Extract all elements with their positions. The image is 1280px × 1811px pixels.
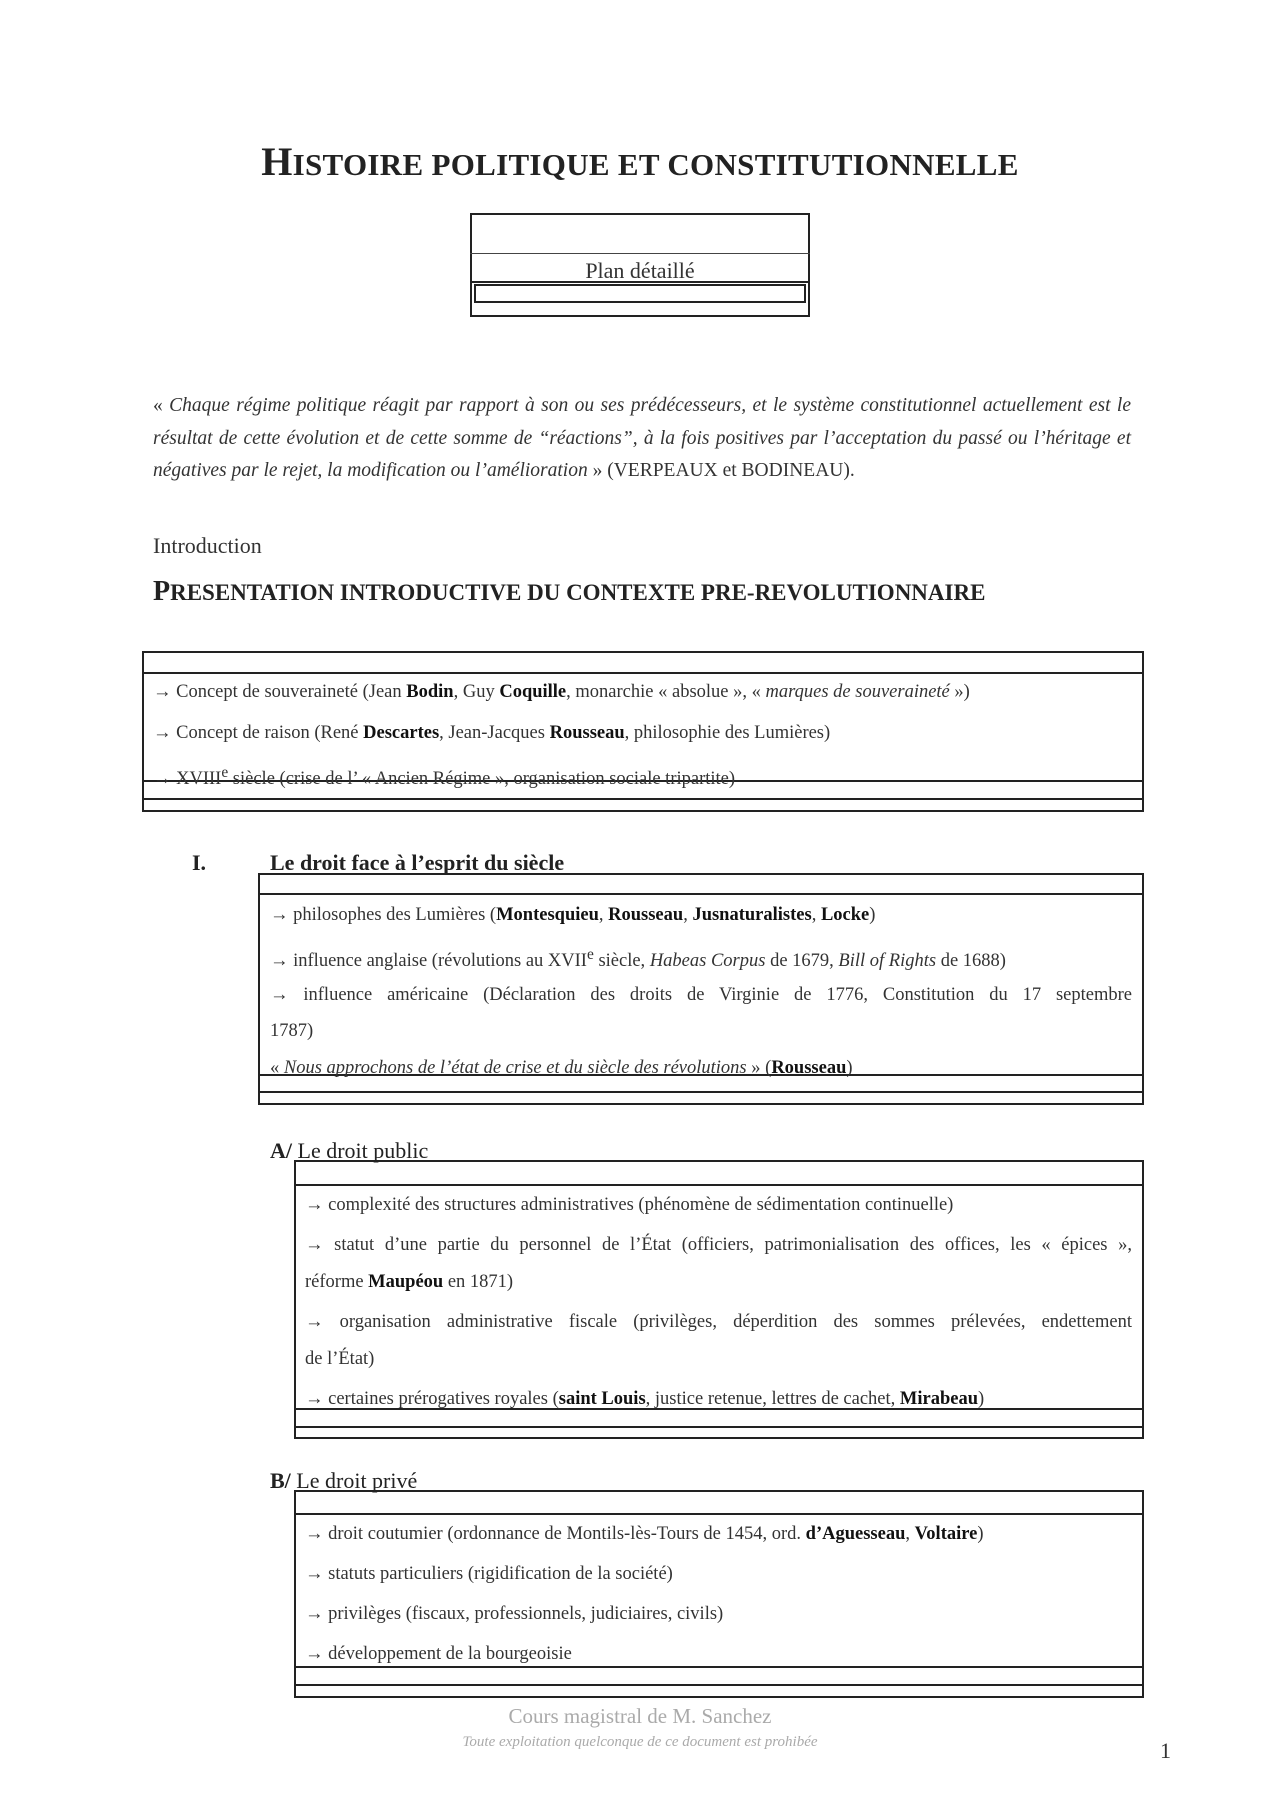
list-item: → influence anglaise (révolutions au XVIIe siècle, Habeas Corpus de 1679, Bill of Rights de 1688) — [270, 946, 1006, 972]
introduction-heading: PRESENTATION INTRODUCTIVE DU CONTEXTE PRE-REVOLUTIONNAIRE — [153, 576, 986, 607]
subtitle-underbox — [474, 284, 806, 303]
part-title: Le droit face à l’esprit du siècle — [270, 850, 565, 875]
list-item-continuation: de l’État) — [305, 1349, 375, 1369]
list-item: → certaines prérogatives royales (saint Louis, justice retenue, lettres de cachet, Mirabeau) — [305, 1389, 985, 1409]
list-item: → statut d’une partie du personnel de l’État (officiers, patrimonialisation des offices, les « épices », — [305, 1235, 1132, 1255]
footer-note: Toute exploitation quelconque de ce document est prohibée — [462, 1734, 818, 1750]
list-item: → $XVIII^e$ siècle (crise de l’ « Ancien Régime », organisation sociale tripartite) — [153, 764, 736, 790]
list-item-continuation: réforme Maupéou en 1871) — [305, 1272, 514, 1292]
list-item: → développement de la bourgeoisie — [305, 1644, 572, 1664]
list-item: → statuts particuliers (rigidification de la société) — [305, 1564, 673, 1584]
page-number: 1 — [1160, 1738, 1171, 1763]
list-item: → droit coutumier (ordonnance de Montils-lès-Tours de 1454, ord. d’Aguesseau, Voltaire) — [305, 1524, 984, 1544]
list-item: → organisation administrative fiscale (privilèges, déperdition des sommes prélevées, endettement — [305, 1312, 1132, 1332]
subsection-heading: B/ Le droit privé — [270, 1468, 418, 1493]
subsection-heading: A/ Le droit public — [270, 1138, 429, 1163]
list-item: → complexité des structures administratives (phénomène de sédimentation continuelle) — [305, 1195, 954, 1215]
list-item: → philosophes des Lumières (Montesquieu, Rousseau, Jusnaturalistes, Locke) — [270, 905, 876, 925]
footer-course: Cours magistral de M. Sanchez — [508, 1704, 772, 1728]
introduction-label: Introduction — [153, 533, 262, 558]
document-title: HISTOIRE POLITIQUE ET CONSTITUTIONNELLE — [261, 139, 1019, 184]
list-item: → Concept de souveraineté (Jean Bodin, Guy Coquille, monarchie « absolue », « marques de souveraineté ») — [153, 682, 970, 702]
list-item: → Concept de raison (René Descartes, Jean-Jacques Rousseau, philosophie des Lumières) — [153, 723, 831, 743]
document-subtitle: Plan détaillé — [585, 258, 695, 283]
list-item: → influence américaine (Déclaration des droits de Virginie de 1776, Constitution du 17 septembre — [270, 985, 1132, 1005]
list-item: → privilèges (fiscaux, professionnels, judiciaires, civils) — [305, 1604, 724, 1624]
part-number: I. — [192, 850, 207, 875]
epigraph-quote: « Chaque régime politique réagit par rapport à son ou ses prédécesseurs, et le système constitutionnel actuellement est le résultat de cette évolution et de cette somme de “réactions”, à la fois positives par l’acceptation du passé ou l’héritage et négatives par le rejet, la modification ou l’amélioration » (VERPEAUX et BODINEAU). — [153, 395, 1131, 481]
subtitle-rule — [470, 253, 810, 254]
list-item-continuation: 1787) — [270, 1021, 314, 1041]
list-item: « Nous approchons de l’état de crise et du siècle des révolutions » (Rousseau) — [270, 1058, 853, 1078]
